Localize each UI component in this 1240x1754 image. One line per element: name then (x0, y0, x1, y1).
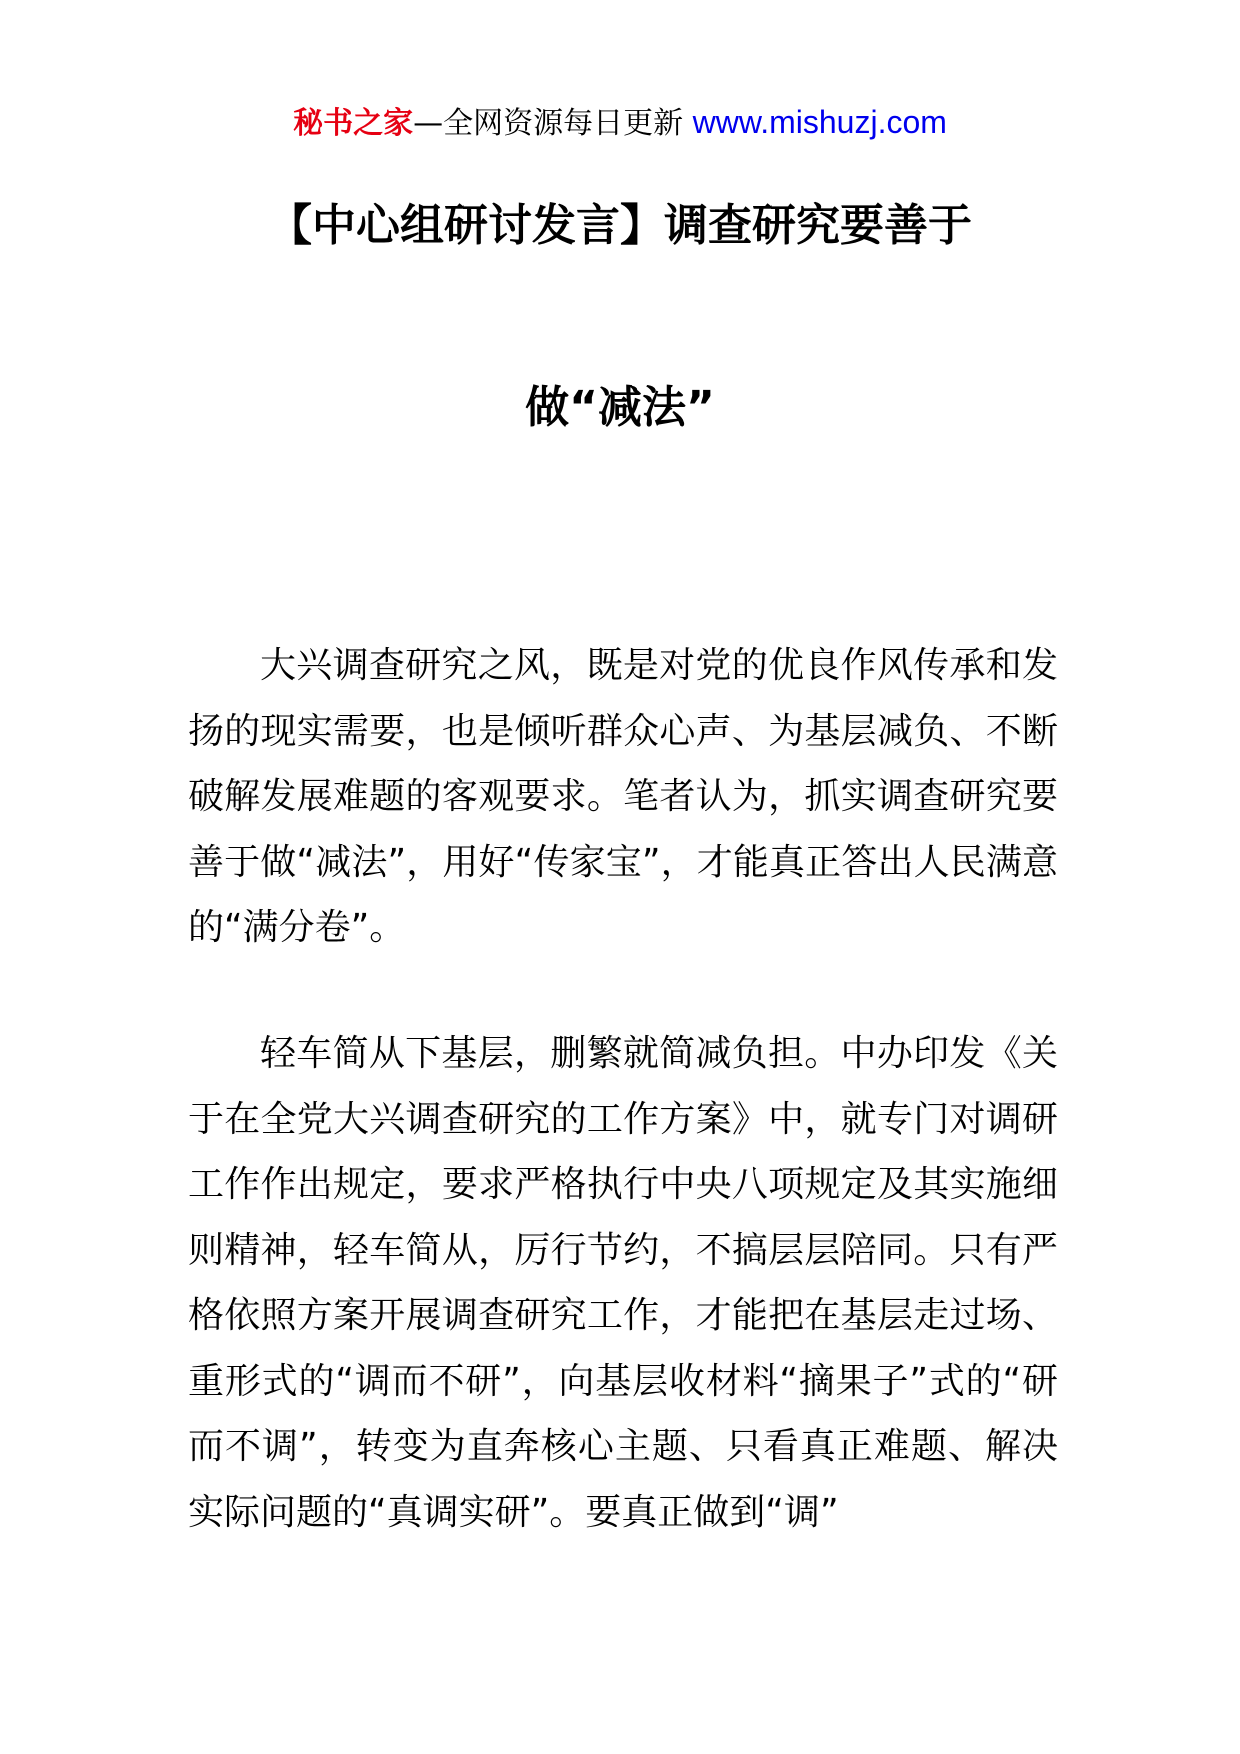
body-paragraph-2: 轻车简从下基层，删繁就简减负担。中办印发《关于在全党大兴调查研究的工作方案》中，就专门对调研工作作出规定，要求严格执行中央八项规定及其实施细则精神，轻车简从，厉行节约，不搞层层陪同。只有严格依照方案开展调查研究工作，才能把在基层走过场、重形式的“调而不研”，向基层收材料“摘果子”式的“研而不调”，转变为直奔核心主题、只看真正难题、解决实际问题的“真调实研”。要真正做到“调” (188, 1033, 1058, 1533)
document-title-line-2: 做“减法” (525, 382, 715, 433)
brand-name: 秘书之家 (293, 106, 414, 141)
site-url-link[interactable]: www.mishuzj.com (692, 104, 947, 140)
header-tagline: —全网资源每日更新 (413, 106, 684, 141)
document-title-line-1: 【中心组研讨发言】调查研究要善于 (268, 200, 972, 251)
site-header (0, 102, 1240, 144)
body-paragraph-1: 大兴调查研究之风，既是对党的优良作风传承和发扬的现实需要，也是倾听群众心声、为基层减负、不断破解发展难题的客观要求。笔者认为，抓实调查研究要善于做“减法”，用好“传家宝”，才能真正答出人民满意的“满分卷”。 (188, 645, 1058, 948)
